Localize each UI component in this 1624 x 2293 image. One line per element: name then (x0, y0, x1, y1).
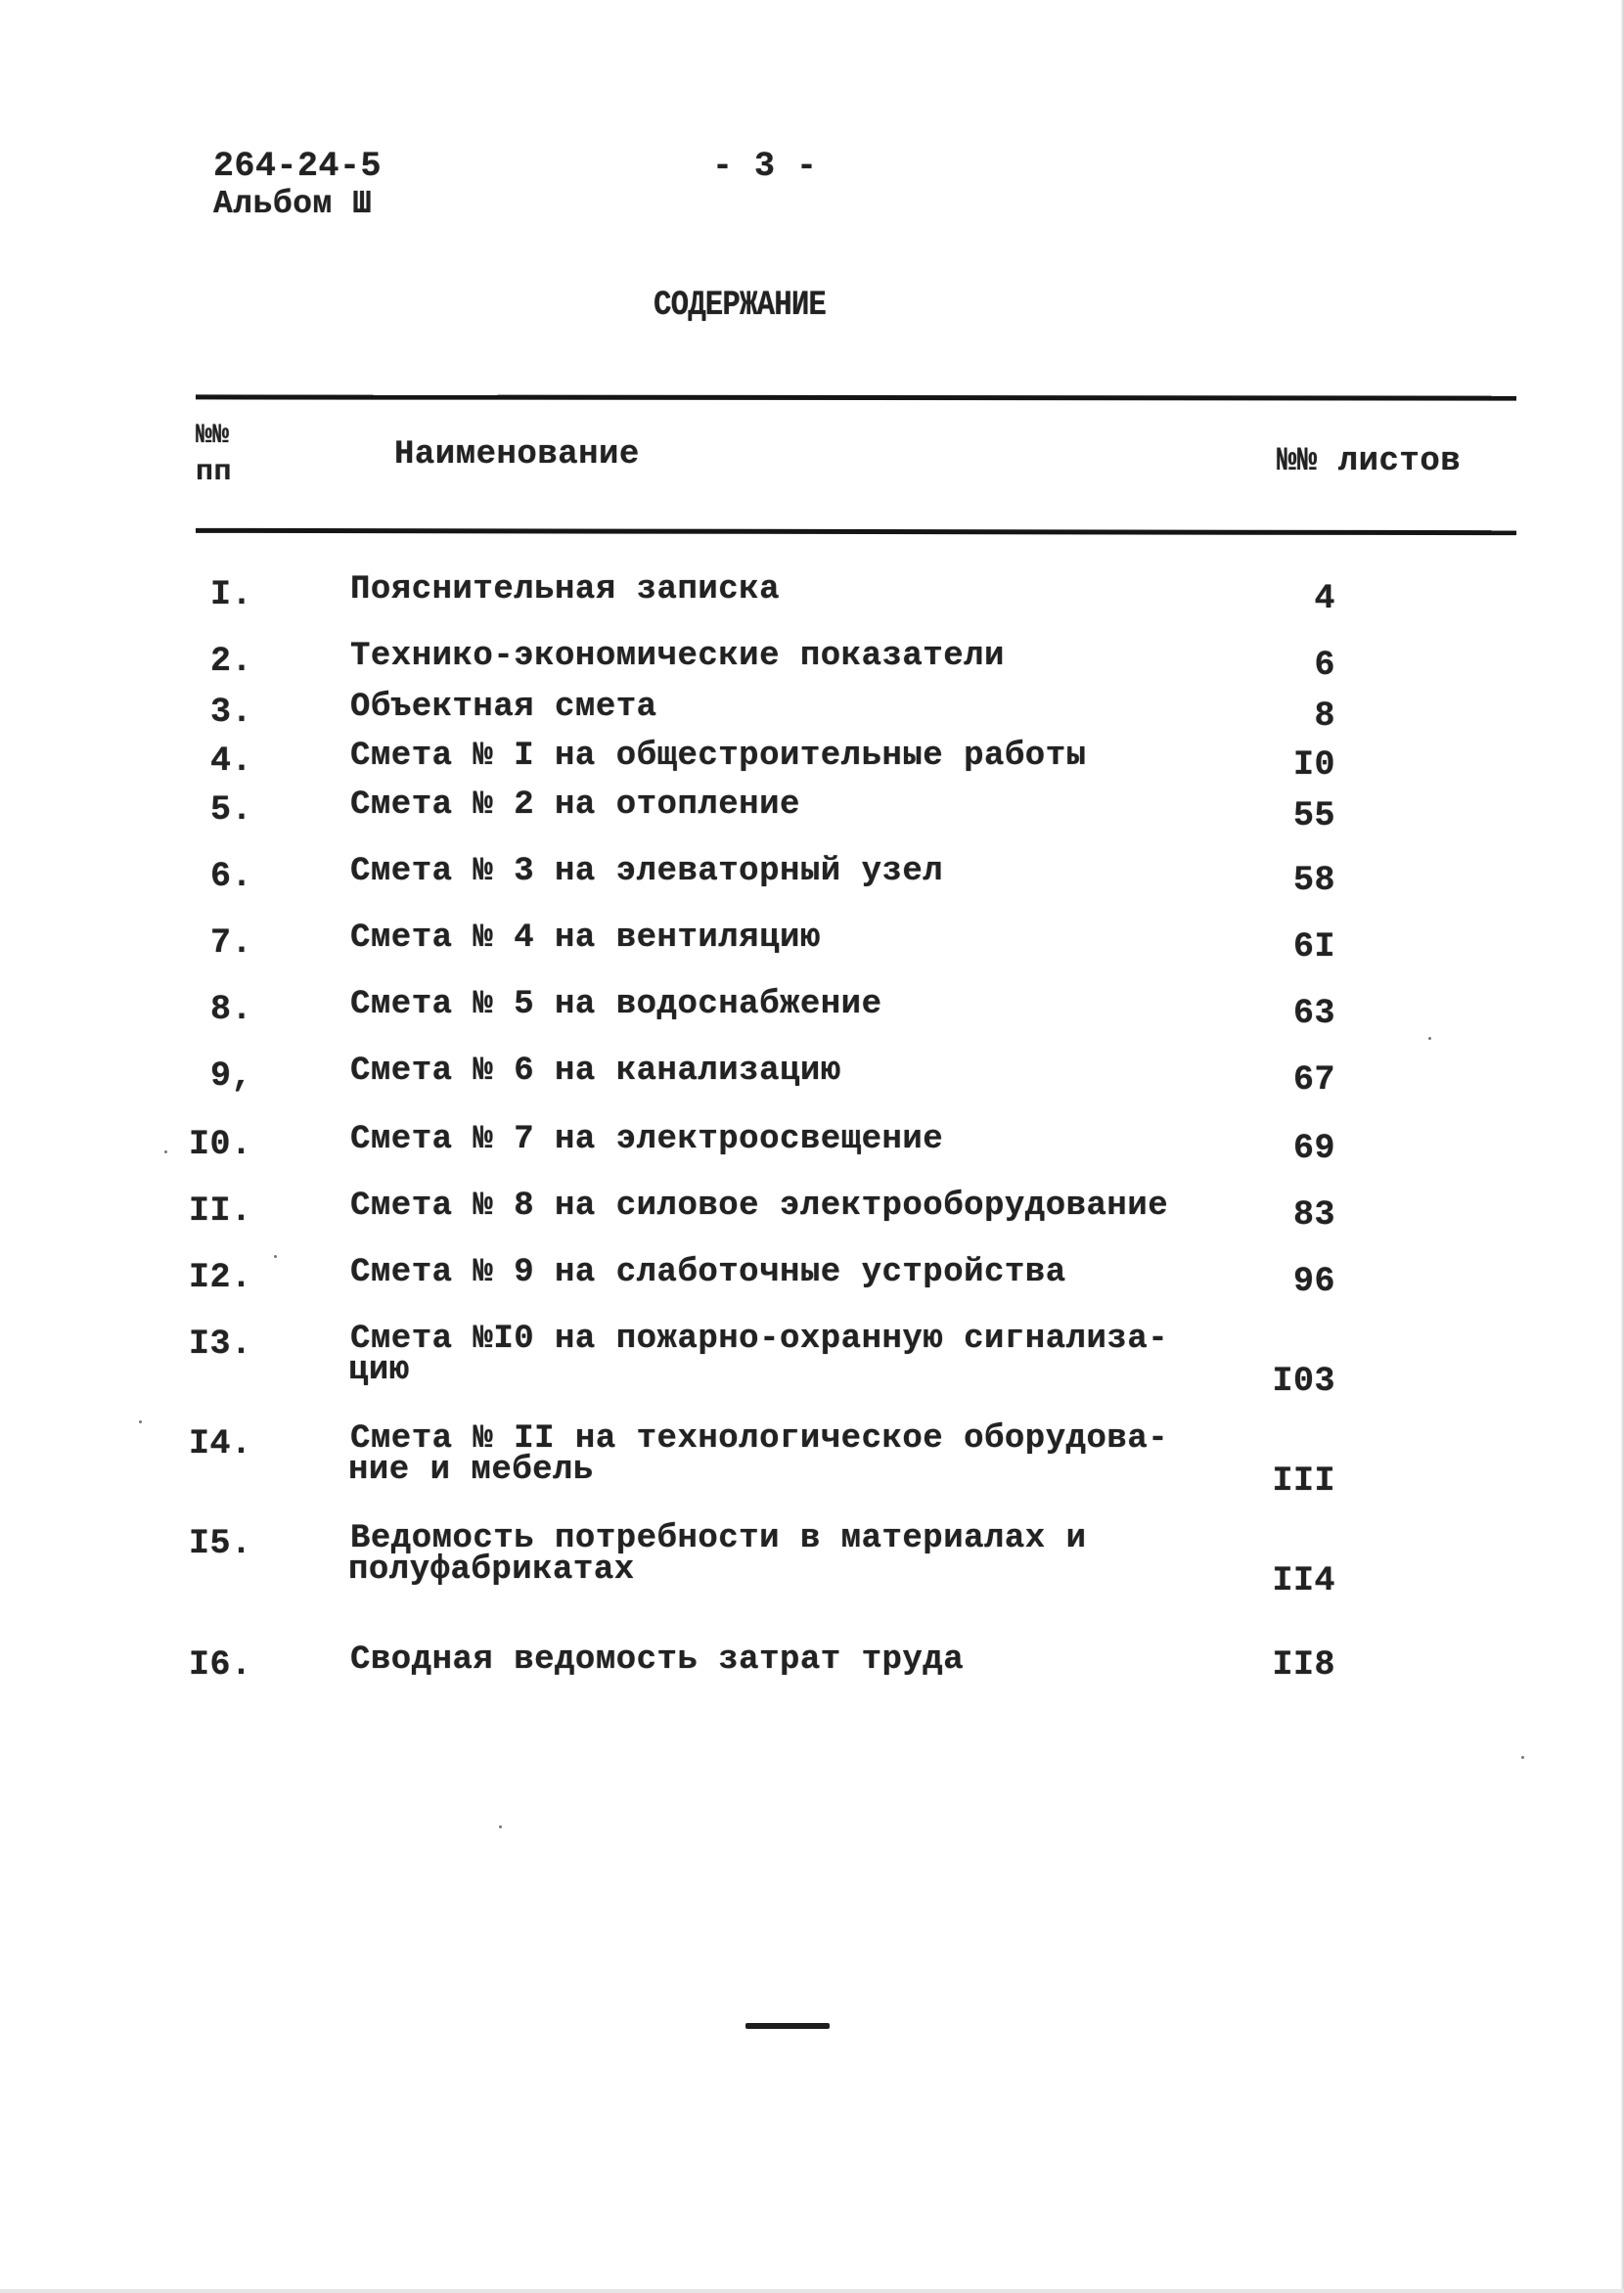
row-sheet-number: 63 (1292, 994, 1335, 1033)
row-sheet-number: I03 (1272, 1362, 1335, 1401)
row-number: 6. (210, 857, 253, 896)
row-sheet-number: 83 (1292, 1195, 1335, 1235)
scan-speck (139, 1420, 142, 1423)
table-header-rule (196, 528, 1516, 535)
row-sheet-number: 4 (1314, 579, 1335, 618)
row-title: Технико-экономические показатели (350, 638, 1005, 675)
row-number: 5. (210, 790, 253, 830)
scan-speck (274, 1255, 277, 1258)
column-header-sheets: №№ листов (1277, 443, 1462, 480)
row-title: Смета № 4 на вентиляцию (350, 920, 821, 957)
row-number: I3. (189, 1325, 252, 1364)
row-sheet-number: 69 (1292, 1129, 1335, 1168)
row-number: 4. (210, 742, 253, 781)
row-title: Смета № 2 на отопление (350, 787, 800, 824)
row-number: 7. (210, 923, 253, 963)
row-sheet-number: 6 (1314, 646, 1335, 685)
row-title: Смета № 7 на электроосвещение (350, 1121, 944, 1158)
page-title: СОДЕРЖАНИЕ (654, 286, 827, 325)
row-title-continuation: полуфабрикатах (348, 1551, 635, 1589)
row-number: 3. (210, 693, 253, 732)
document-code: 264-24-5 (213, 147, 383, 186)
row-sheet-number: III (1272, 1461, 1335, 1501)
row-title-continuation: ние и мебель (348, 1452, 594, 1489)
scan-speck (1521, 1756, 1524, 1759)
row-title: Смета № 6 на канализацию (350, 1053, 841, 1090)
row-sheet-number: I0 (1292, 745, 1335, 785)
row-title: Смета № 9 на слаботочные устройства (350, 1254, 1066, 1291)
row-title: Ведомость потребности в материалах и (350, 1520, 1087, 1557)
row-title: Пояснительная записка (350, 571, 780, 608)
row-number: 2. (210, 642, 253, 681)
row-title-continuation: цию (348, 1352, 410, 1389)
row-number: I0. (189, 1125, 252, 1164)
row-title: Сводная ведомость затрат труда (350, 1641, 965, 1679)
row-number: I2. (189, 1258, 252, 1297)
row-number: 9, (210, 1057, 253, 1096)
table-top-rule (196, 394, 1516, 400)
row-sheet-number: 96 (1292, 1262, 1335, 1301)
row-sheet-number: II4 (1272, 1561, 1335, 1600)
row-sheet-number: 55 (1292, 796, 1335, 835)
row-sheet-number: 58 (1292, 861, 1335, 900)
row-number: I. (210, 575, 253, 614)
album-label: Альбом Ш (213, 186, 373, 222)
row-number: I6. (189, 1645, 252, 1685)
row-number: I5. (189, 1524, 252, 1563)
row-number: 8. (210, 990, 253, 1029)
row-title: Смета № II на технологическое оборудова- (350, 1420, 1169, 1458)
column-header-number: №№ (196, 421, 230, 451)
row-sheet-number: 6I (1292, 927, 1335, 967)
end-of-page-mark (745, 2023, 830, 2029)
scan-speck (164, 1150, 167, 1153)
row-title: Смета № 8 на силовое электрооборудование (350, 1188, 1169, 1225)
row-title: Смета № I на общестроительные работы (350, 738, 1087, 775)
scan-edge (0, 2289, 1624, 2293)
row-sheet-number: II8 (1272, 1645, 1335, 1685)
row-title: Объектная смета (350, 689, 657, 726)
row-sheet-number: 67 (1292, 1060, 1335, 1100)
column-header-number-sub: пп (196, 456, 233, 489)
column-header-name: Наименование (394, 436, 640, 473)
row-title: Смета № 5 на водоснабжение (350, 986, 882, 1023)
scan-speck (499, 1825, 502, 1828)
row-title: Смета №I0 на пожарно-охранную сигнализа- (350, 1321, 1169, 1358)
scan-speck (1428, 1037, 1431, 1040)
row-sheet-number: 8 (1314, 697, 1335, 736)
page-number: - 3 - (712, 147, 818, 186)
row-number: I4. (189, 1424, 252, 1463)
row-number: II. (189, 1191, 252, 1231)
row-title: Смета № 3 на элеваторный узел (350, 853, 944, 890)
